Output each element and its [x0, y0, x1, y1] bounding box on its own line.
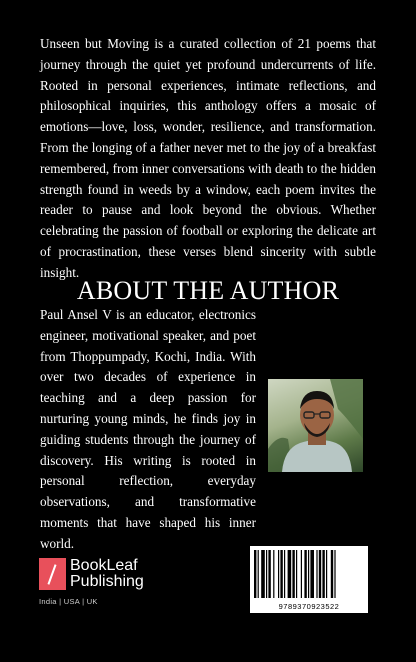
barcode-bar [301, 550, 302, 598]
barcode-bar [261, 550, 265, 598]
barcode-bar [322, 550, 324, 598]
barcode-bar [308, 550, 309, 598]
publisher-tagline: India | USA | UK [39, 597, 98, 606]
bookleaf-leaf-icon [39, 558, 66, 590]
barcode-bar [296, 550, 297, 598]
author-bio: Paul Ansel V is an educator, electronics engineer, motivational speaker, and poet from Thoppumpady, Kochi, India. With over two decades of experience in teaching and a deep passion for nurturing young minds, he finds joy in guiding students through the journey of discovery. His writing is rooted in personal reflection, everyday observations, and transformative moments that have shaped his inner world. [40, 307, 256, 551]
barcode-bar [331, 550, 333, 598]
barcode-bar [288, 550, 292, 598]
barcode-bar [254, 550, 256, 598]
barcode-bar [326, 550, 327, 598]
publisher-logo [39, 558, 159, 608]
barcode-bar [304, 550, 306, 598]
barcode-bar [334, 550, 335, 598]
barcode-bar [266, 550, 267, 598]
about-author-heading: ABOUT THE AUTHOR [76, 276, 340, 305]
publisher-name-line1: BookLeaf [70, 557, 138, 574]
barcode-bar [280, 550, 282, 598]
barcode-bar [316, 550, 317, 598]
barcode-bar [292, 550, 294, 598]
barcode-bar [284, 550, 285, 598]
barcode-bars [254, 550, 364, 598]
back-cover-blurb: Unseen but Moving is a curated collection of 21 poems that journey through the quiet yet profound undercurrents of life. Rooted in personal experiences, intimate reflections, and philosophical inquiries, this anthology offers a mosaic of emotions—love, loss, wonder, resilience, and transformation. From the longing of a father never met to the joy of a breakfast remembered, from inner conversations with death to the hidden strength found in weeds by a window, each poem invites the reader to pause and look beyond the obvious. Whether celebrating the passion of football or exploring the delicate art of procrastination, these verses blend sincerity with subtle insight. [40, 36, 376, 280]
barcode-bar [268, 550, 270, 598]
barcode-bar [273, 550, 274, 598]
barcode-bar [258, 550, 259, 598]
barcode-bar [310, 550, 314, 598]
isbn-number: 9789370923522 [278, 602, 340, 611]
isbn-barcode [250, 546, 368, 613]
publisher-name-line2: Publishing [70, 573, 144, 590]
author-photo [268, 379, 363, 472]
barcode-bar [319, 550, 321, 598]
barcode-bar [278, 550, 279, 598]
